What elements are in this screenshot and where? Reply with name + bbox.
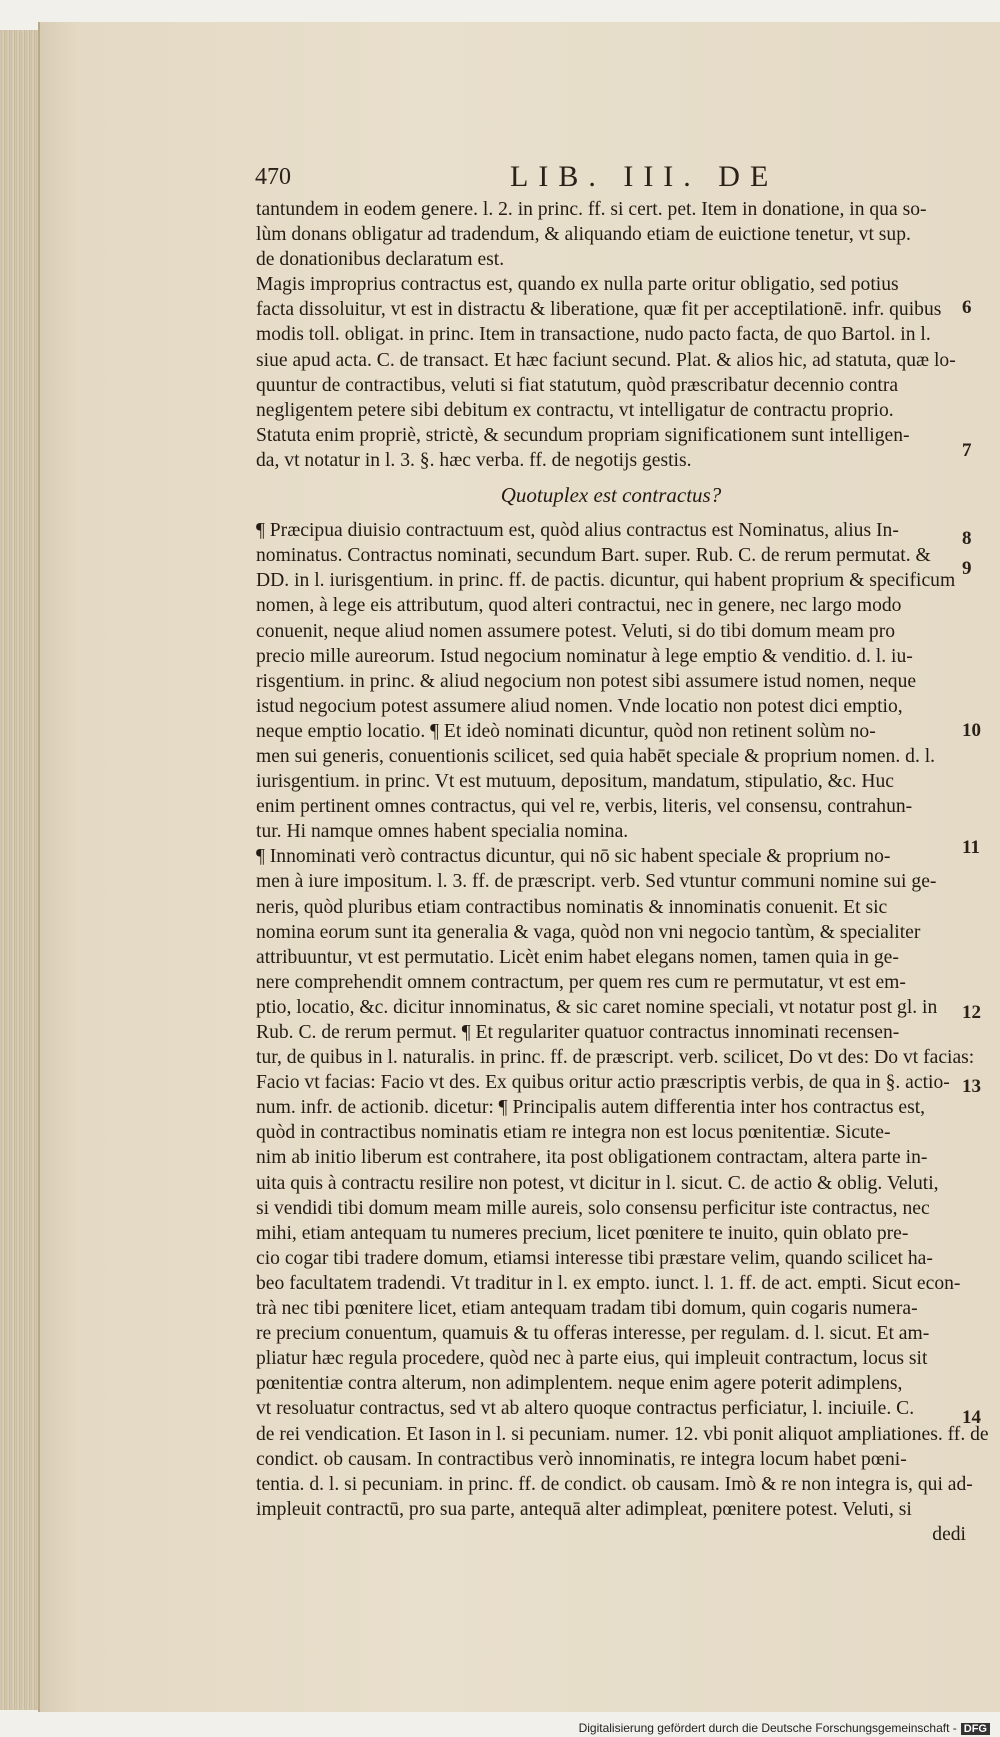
book-page-edges (0, 30, 42, 1710)
text-line: DD. in l. iurisgentium. in princ. ff. de pactis. dicuntur, qui habent proprium & specificum (256, 570, 956, 592)
marginal-number: 8 (962, 528, 972, 549)
text-line: istud negocium potest assumere aliud nomen. Vnde locatio non potest dici emptio, (256, 695, 903, 717)
dfg-logo: DFG (961, 1723, 990, 1735)
text-line: neris, quòd pluribus etiam contractibus nominatis & innominatis conuenit. Et sic (256, 896, 888, 918)
marginal-number: 9 (962, 558, 972, 579)
text-line: nim ab initio liberum est contrahere, ita post obligationem contractam, altera parte in- (256, 1147, 928, 1169)
text-line: tantundem in eodem genere. l. 2. in princ. ff. si cert. pet. Item in donatione, in qua so- (256, 199, 927, 220)
text-line: nomen, à lege eis attributum, quod alteri contractui, nec in genere, nec largo modo (256, 595, 902, 617)
text-line: Statuta enim propriè, strictè, & secundum propriam significationem sunt intelligen- (256, 424, 910, 446)
text-line: nere comprehendit omnem contractum, per quem res cum re permutatur, vt est em- (256, 971, 906, 993)
text-line: mihi, etiam antequam tu numeres precium, licet pœnitere te inuito, quin oblato pre- (256, 1222, 909, 1244)
text-line: enim pertinent omnes contractus, qui vel re, verbis, literis, vel consensu, contrahun- (256, 796, 913, 818)
digitization-footer (579, 1721, 990, 1735)
text-line: trà nec tibi pœnitere licet, etiam antequam tradam tibi domum, quin cogaris numera- (256, 1298, 918, 1320)
marginal-number: 14 (962, 1407, 981, 1428)
footer-text: Digitalisierung gefördert durch die Deutsche Forschungsgemeinschaft - (578, 1721, 957, 1735)
marginal-number: 10 (962, 720, 981, 741)
running-title: LIB. III. DE (510, 160, 779, 193)
text-line: quòd in contractibus nominatis etiam re integra non est locus pœnitentiæ. Sicute- (256, 1122, 891, 1144)
text-line: Rub. C. de rerum permut. ¶ Et regulariter quatuor contractus innominati recensen- (256, 1022, 900, 1043)
text-line: attribuuntur, vt est permutatio. Licèt enim habet elegans nomen, tamen quia in ge- (256, 946, 899, 968)
text-line: pliatur hæc regula procedere, quòd nec à parte eius, qui impleuit contractum, locus sit (256, 1348, 928, 1370)
text-line: ¶ Præcipua diuisio contractuum est, quòd alius contractus est Nominatus, alius In- (256, 520, 899, 542)
text-line: num. infr. de actionib. dicetur: ¶ Principalis autem differentia inter hos contractus est, (256, 1097, 926, 1119)
text-line: precio mille aureorum. Istud negocium nominatur à lege emptio & venditio. d. l. iu- (256, 645, 913, 667)
text-line: tentia. d. l. si pecuniam. in princ. ff. de condict. ob causam. Imò & re non integra is, qui ad- (256, 1473, 973, 1495)
text-line: da, vt notatur in l. 3. §. hæc verba. ff. de negotijs gestis. (256, 449, 692, 471)
text-line: pœnitentiæ contra alterum, non adimplentem. neque enim agere poterit adimplens, (256, 1373, 903, 1395)
text-line: ¶ Innominati verò contractus dicuntur, qui nō sic habent speciale & proprium no- (256, 846, 891, 868)
text-line: si vendidi tibi domum meam mille aureis, solo consensu perficitur iste contractus, nec (256, 1197, 930, 1219)
marginal-number: 12 (962, 1002, 981, 1023)
marginal-number: 11 (962, 837, 980, 858)
text-line: modis toll. obligat. in princ. Item in transactione, nudo pacto facta, de quo Bartol. in l. (256, 324, 931, 346)
text-line: men à iure impositum. l. 3. ff. de præscript. verb. Sed vtuntur communi nomine sui ge- (256, 871, 937, 893)
text-line: vt resoluatur contractus, sed vt ab altero quoque contractus perficiatur, l. inciuile. C. (256, 1398, 915, 1420)
marginal-number: 6 (962, 297, 972, 318)
text-line: de rei vendication. Et Iason in l. si pecuniam. numer. 12. vbi ponit aliquot ampliationes. ff. de (256, 1423, 989, 1445)
text-line: ptio, locatio, &c. dicitur innominatus, & sic caret nomine speciali, vt notatur post gl. in (256, 996, 938, 1018)
text-line: tur, de quibus in l. naturalis. in princ. ff. de præscript. verb. scilicet, Do vt des: Do vt facias: (256, 1047, 975, 1069)
catchword: dedi (932, 1523, 966, 1545)
marginal-number: 13 (962, 1076, 981, 1097)
section-heading: Quotuplex est contractus? (500, 483, 722, 508)
text-line: neque emptio locatio. ¶ Et ideò nominati dicuntur, quòd non retinent solùm no- (256, 720, 876, 742)
marginal-number: 7 (962, 440, 972, 461)
text-line: re precium conuentum, quamuis & tu offeras interesse, per regulam. d. l. sicut. Et am- (256, 1323, 930, 1345)
page-number: 470 (255, 164, 291, 190)
text-line: siue apud acta. C. de transact. Et hæc faciunt secund. Plat. & alios hic, ad statuta, quæ lo- (256, 349, 956, 371)
text-line: conuenit, neque aliud nomen assumere potest. Veluti, si do tibi domum meam pro (256, 620, 896, 642)
text-line: Facio vt facias: Facio vt des. Ex quibus oritur actio præscriptis verbis, de qua in §. actio- (256, 1072, 950, 1094)
text-line: condict. ob causam. In contractibus verò innominatis, re integra locum habet pœni- (256, 1448, 907, 1470)
text-line: beo facultatem tradendi. Vt traditur in l. ex empto. iunct. l. 1. ff. de act. empti. Sicut econ- (256, 1272, 961, 1294)
text-line: lùm donans obligatur ad tradendum, & aliquando etiam de euictione tenetur, vt sup. (256, 224, 911, 246)
text-line: tur. Hi namque omnes habent specialia nomina. (256, 821, 629, 843)
text-line: uita quis à contractu resilire non potest, vt dicitur in l. sicut. C. de actio & oblig. Veluti, (256, 1172, 939, 1194)
paragraphs-before-heading (256, 197, 966, 473)
text-line: cio cogar tibi tradere domum, etiamsi interesse tibi præstare velim, quando scilicet ha- (256, 1247, 933, 1269)
text-line: nominatus. Contractus nominati, secundum Bart. super. Rub. C. de rerum permutat. & (256, 545, 931, 567)
text-line: men sui generis, conuentionis scilicet, sed quia habēt speciale & proprium nomen. d. l. (256, 745, 936, 767)
text-line: iurisgentium. in princ. Vt est mutuum, depositum, mandatum, stipulatio, &c. Huc (256, 771, 895, 793)
text-line: negligentem petere sibi debitum ex contractu, vt intelligatur de contractu proprio. (256, 399, 894, 421)
text-line: Magis improprius contractus est, quando ex nulla parte oritur obligatio, sed potius (256, 274, 899, 296)
text-line: quuntur de contractibus, veluti si fiat statutum, quòd præscribatur decennio contra (256, 374, 899, 396)
text-line: risgentium. in princ. & aliud negocium non potest sibi assumere istud nomen, neque (256, 670, 917, 692)
text-line: impleuit contractū, pro sua parte, antequā alter adimpleat, pœnitere potest. Veluti, si (256, 1498, 912, 1520)
text-line: de donationibus declaratum est. (256, 249, 505, 271)
text-line: facta dissoluitur, vt est in distractu & liberatione, quæ fit per acceptilationē. infr. quibus (256, 299, 942, 321)
text-line: nomina eorum sunt ita generalia & vaga, quòd non vni negocio tantùm, & specialiter (256, 921, 921, 943)
